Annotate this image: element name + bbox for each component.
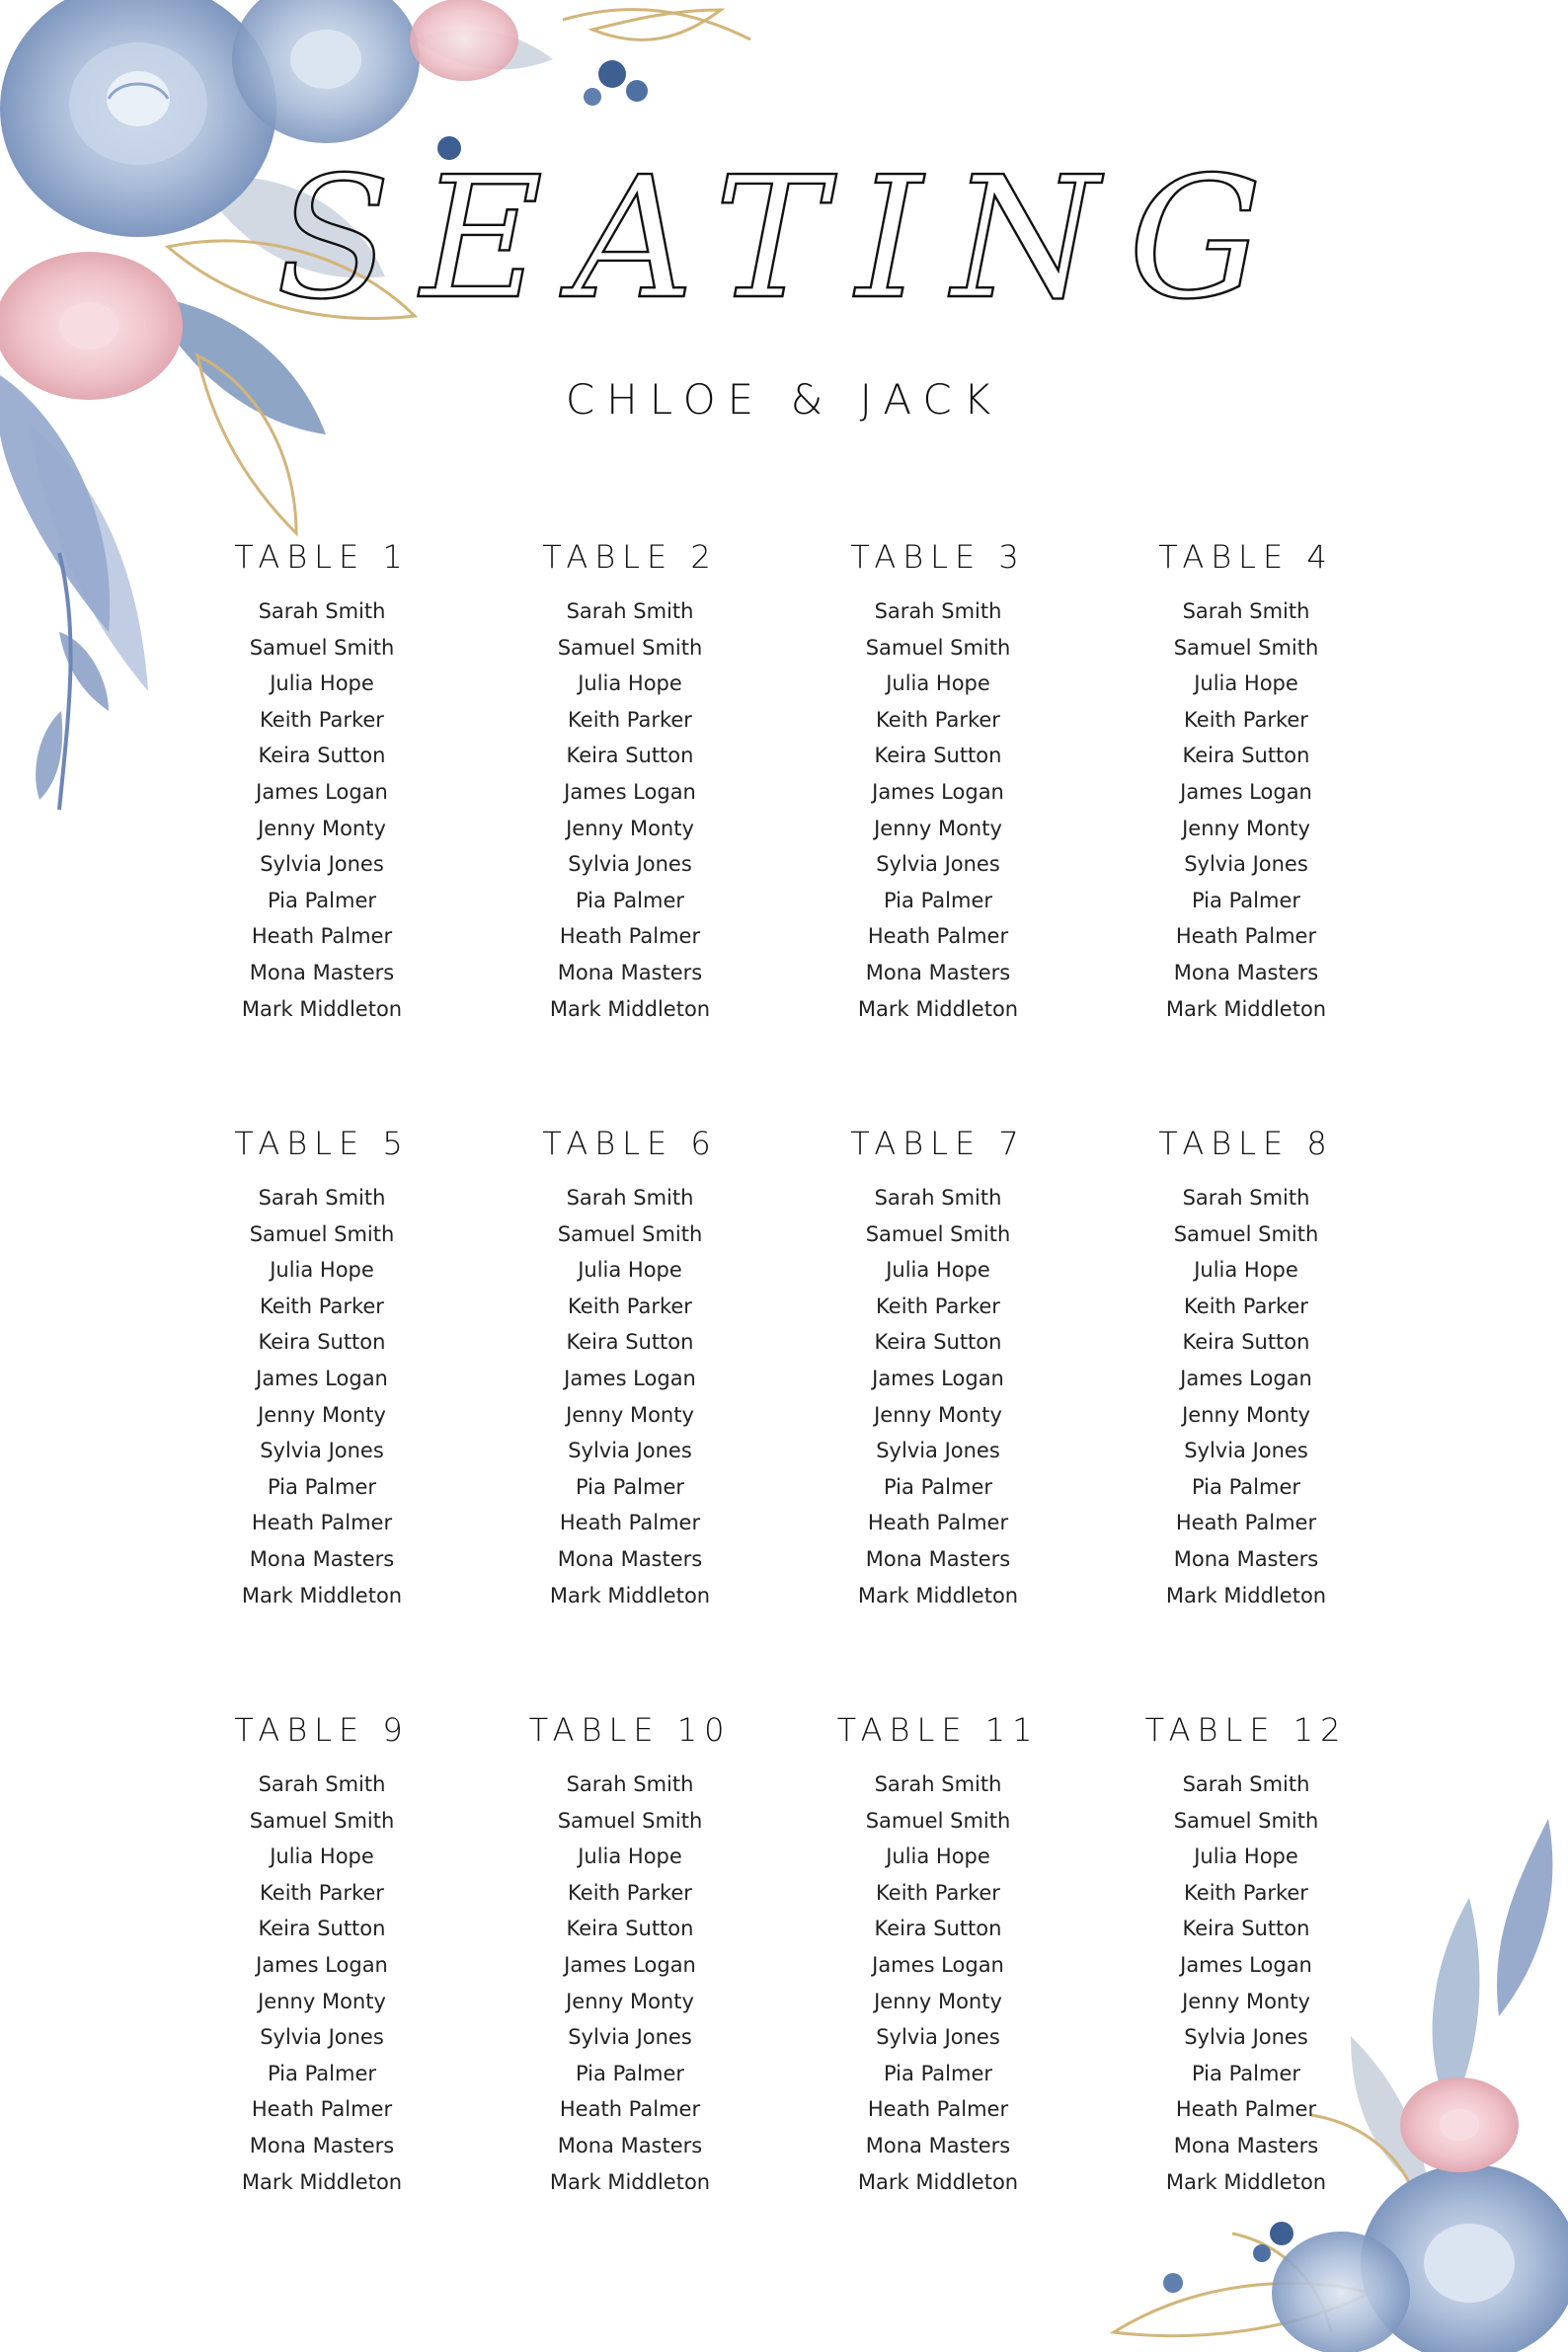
guest-name: Julia Hope [1194, 1844, 1298, 1869]
guest-name: Jenny Monty [566, 816, 694, 840]
guest-name: Sylvia Jones [876, 2025, 1000, 2050]
seating-table [784, 538, 1092, 1125]
guest-name: Keira Sutton [874, 1330, 1002, 1355]
guest-name: Mark Middleton [549, 996, 711, 1021]
guest-name: James Logan [564, 779, 696, 804]
seating-table [476, 1711, 784, 2298]
guest-name: Jenny Monty [1182, 1402, 1310, 1427]
guest-name: Mark Middleton [857, 996, 1019, 1021]
guest-name: Pia Palmer [267, 2061, 376, 2085]
guest-name: Keith Parker [1184, 707, 1308, 732]
seating-table [1092, 1711, 1400, 2298]
guest-name: Jenny Monty [258, 816, 386, 840]
guest-name: Sarah Smith [874, 1772, 1002, 1796]
guest-name: Pia Palmer [267, 1474, 376, 1499]
guest-name: James Logan [1180, 779, 1312, 804]
guest-name: Keith Parker [876, 1294, 1000, 1318]
guest-name: Jenny Monty [1182, 1989, 1310, 2013]
guest-name: Mona Masters [249, 1546, 395, 1571]
guest-name: Pia Palmer [575, 1474, 684, 1499]
guest-name: James Logan [872, 779, 1004, 804]
guest-name: Samuel Smith [557, 1808, 703, 1833]
guest-name: Heath Palmer [251, 924, 393, 949]
guest-name: Sylvia Jones [260, 2025, 384, 2050]
guest-name: Mark Middleton [1165, 2169, 1327, 2194]
guest-name: Julia Hope [578, 671, 682, 696]
guest-name: Samuel Smith [249, 1221, 395, 1246]
guest-name: Jenny Monty [258, 1402, 386, 1427]
guest-name: Mona Masters [865, 960, 1011, 984]
guest-name: Samuel Smith [249, 635, 395, 660]
guest-name: Sylvia Jones [876, 852, 1000, 877]
guest-name: Heath Palmer [559, 2097, 701, 2122]
guest-name: Sarah Smith [874, 599, 1002, 623]
guest-name: Sylvia Jones [876, 1439, 1000, 1463]
guest-name: Sylvia Jones [260, 1439, 384, 1463]
guest-name: Jenny Monty [874, 1989, 1002, 2013]
guest-name: Pia Palmer [883, 1474, 992, 1499]
guest-name: Mark Middleton [241, 2169, 403, 2194]
guest-name: Mark Middleton [1165, 996, 1327, 1021]
guest-name: Jenny Monty [566, 1989, 694, 2013]
guest-name: Julia Hope [886, 671, 990, 696]
guest-name: Pia Palmer [575, 2061, 684, 2085]
guest-name: Heath Palmer [251, 2097, 393, 2122]
guest-name: Pia Palmer [575, 888, 684, 912]
guest-name: Keith Parker [876, 1880, 1000, 1905]
guest-name: Julia Hope [1194, 1258, 1298, 1283]
guest-name: Mona Masters [557, 2133, 703, 2157]
guest-name: Mark Middleton [857, 2169, 1019, 2194]
guest-name: Sylvia Jones [1184, 2025, 1308, 2050]
guest-name: James Logan [872, 1366, 1004, 1390]
guest-name: Keith Parker [1184, 1880, 1308, 1905]
guest-name: Samuel Smith [557, 635, 703, 660]
guest-name: Jenny Monty [258, 1989, 386, 2013]
guest-name: Jenny Monty [874, 816, 1002, 840]
script-title-art [275, 138, 1293, 346]
page-title [0, 138, 1568, 346]
guest-name: Julia Hope [886, 1258, 990, 1283]
guest-name: James Logan [564, 1952, 696, 1977]
guest-name: Julia Hope [578, 1258, 682, 1283]
table-heading: TABLE 12 [1144, 1711, 1348, 1749]
guest-name: James Logan [564, 1366, 696, 1390]
guest-name: Samuel Smith [249, 1808, 395, 1833]
guest-name: Sylvia Jones [1184, 852, 1308, 877]
guest-name: Mona Masters [1173, 2133, 1319, 2157]
guest-name: Keira Sutton [1182, 1917, 1310, 1941]
guest-name: Jenny Monty [874, 1402, 1002, 1427]
title-text: SEATING [275, 141, 1293, 337]
guest-name: Mark Middleton [549, 1583, 711, 1607]
seating-table [168, 1125, 476, 1711]
guest-name: Pia Palmer [1191, 1474, 1300, 1499]
seating-table [168, 538, 476, 1125]
guest-name: Heath Palmer [1175, 924, 1317, 949]
guest-name: James Logan [1180, 1366, 1312, 1390]
guest-name: Keira Sutton [566, 1917, 694, 1941]
guest-name: James Logan [256, 1366, 388, 1390]
guest-name: Heath Palmer [251, 1511, 393, 1535]
guest-name: Mark Middleton [241, 1583, 403, 1607]
table-heading: TABLE 2 [542, 538, 718, 576]
table-heading: TABLE 3 [850, 538, 1026, 576]
seating-table [476, 538, 784, 1125]
table-heading: TABLE 11 [836, 1711, 1040, 1749]
guest-name: Keira Sutton [874, 1917, 1002, 1941]
guest-name: Sylvia Jones [568, 1439, 692, 1463]
guest-name: Pia Palmer [1191, 888, 1300, 912]
guest-name: James Logan [872, 1952, 1004, 1977]
guest-name: Sarah Smith [1182, 599, 1310, 623]
table-heading: TABLE 5 [234, 1125, 410, 1162]
guest-name: Pia Palmer [1191, 2061, 1300, 2085]
guest-name: Sarah Smith [258, 1772, 386, 1796]
seating-table [784, 1125, 1092, 1711]
guest-name: Keith Parker [568, 1294, 692, 1318]
couple-names: CHLOE & JACK [565, 375, 1003, 424]
guest-name: Jenny Monty [566, 1402, 694, 1427]
guest-name: Keira Sutton [1182, 1330, 1310, 1355]
guest-name: Julia Hope [270, 671, 374, 696]
guest-name: Mona Masters [249, 2133, 395, 2157]
guest-name: Keith Parker [568, 1880, 692, 1905]
guest-name: Keith Parker [1184, 1294, 1308, 1318]
guest-name: Mona Masters [557, 960, 703, 984]
guest-name: Sarah Smith [1182, 1186, 1310, 1210]
table-heading: TABLE 4 [1158, 538, 1334, 576]
guest-name: Pia Palmer [267, 888, 376, 912]
seating-tables-grid [168, 538, 1353, 2298]
guest-name: Samuel Smith [865, 635, 1011, 660]
guest-name: Mona Masters [1173, 960, 1319, 984]
guest-name: Keira Sutton [566, 744, 694, 768]
guest-name: Keith Parker [260, 1294, 384, 1318]
guest-name: James Logan [1180, 1952, 1312, 1977]
guest-name: Sylvia Jones [1184, 1439, 1308, 1463]
guest-name: Heath Palmer [559, 924, 701, 949]
guest-name: Samuel Smith [1173, 635, 1319, 660]
guest-name: Sylvia Jones [568, 2025, 692, 2050]
guest-name: Keira Sutton [258, 744, 386, 768]
table-heading: TABLE 6 [542, 1125, 718, 1162]
guest-name: Julia Hope [270, 1844, 374, 1869]
guest-name: Heath Palmer [867, 2097, 1009, 2122]
seating-table [1092, 538, 1400, 1125]
table-heading: TABLE 9 [234, 1711, 410, 1749]
guest-name: Heath Palmer [559, 1511, 701, 1535]
seating-table [168, 1711, 476, 2298]
table-heading: TABLE 7 [850, 1125, 1026, 1162]
guest-name: Sarah Smith [1182, 1772, 1310, 1796]
guest-name: Sarah Smith [566, 599, 694, 623]
guest-name: Keith Parker [568, 707, 692, 732]
guest-name: Mark Middleton [241, 996, 403, 1021]
guest-name: Samuel Smith [1173, 1221, 1319, 1246]
guest-name: Sarah Smith [566, 1186, 694, 1210]
table-heading: TABLE 8 [1158, 1125, 1334, 1162]
guest-name: Sylvia Jones [568, 852, 692, 877]
guest-name: Keira Sutton [566, 1330, 694, 1355]
guest-name: Samuel Smith [1173, 1808, 1319, 1833]
guest-name: Mark Middleton [857, 1583, 1019, 1607]
guest-name: Mona Masters [249, 960, 395, 984]
guest-name: Heath Palmer [1175, 1511, 1317, 1535]
guest-name: Pia Palmer [883, 2061, 992, 2085]
guest-name: Jenny Monty [1182, 816, 1310, 840]
guest-name: Mona Masters [1173, 1546, 1319, 1571]
seating-table [1092, 1125, 1400, 1711]
guest-name: Mark Middleton [1165, 1583, 1327, 1607]
guest-name: Mona Masters [557, 1546, 703, 1571]
guest-name: Mona Masters [865, 2133, 1011, 2157]
guest-name: Sarah Smith [874, 1186, 1002, 1210]
guest-name: Keira Sutton [1182, 744, 1310, 768]
guest-name: Sarah Smith [258, 599, 386, 623]
seating-table [476, 1125, 784, 1711]
guest-name: Mona Masters [865, 1546, 1011, 1571]
guest-name: Samuel Smith [865, 1808, 1011, 1833]
guest-name: Keira Sutton [258, 1917, 386, 1941]
guest-name: Mark Middleton [549, 2169, 711, 2194]
guest-name: Keith Parker [876, 707, 1000, 732]
guest-name: James Logan [256, 779, 388, 804]
guest-name: Pia Palmer [883, 888, 992, 912]
guest-name: Sarah Smith [566, 1772, 694, 1796]
guest-name: Heath Palmer [867, 1511, 1009, 1535]
guest-name: Julia Hope [886, 1844, 990, 1869]
guest-name: James Logan [256, 1952, 388, 1977]
guest-name: Julia Hope [1194, 671, 1298, 696]
seating-table [784, 1711, 1092, 2298]
guest-name: Keira Sutton [258, 1330, 386, 1355]
guest-name: Heath Palmer [1175, 2097, 1317, 2122]
guest-name: Keith Parker [260, 707, 384, 732]
table-heading: TABLE 1 [234, 538, 410, 576]
guest-name: Sarah Smith [258, 1186, 386, 1210]
guest-name: Samuel Smith [865, 1221, 1011, 1246]
guest-name: Julia Hope [270, 1258, 374, 1283]
guest-name: Sylvia Jones [260, 852, 384, 877]
table-heading: TABLE 10 [528, 1711, 732, 1749]
guest-name: Julia Hope [578, 1844, 682, 1869]
guest-name: Keira Sutton [874, 744, 1002, 768]
guest-name: Heath Palmer [867, 924, 1009, 949]
guest-name: Keith Parker [260, 1880, 384, 1905]
guest-name: Samuel Smith [557, 1221, 703, 1246]
